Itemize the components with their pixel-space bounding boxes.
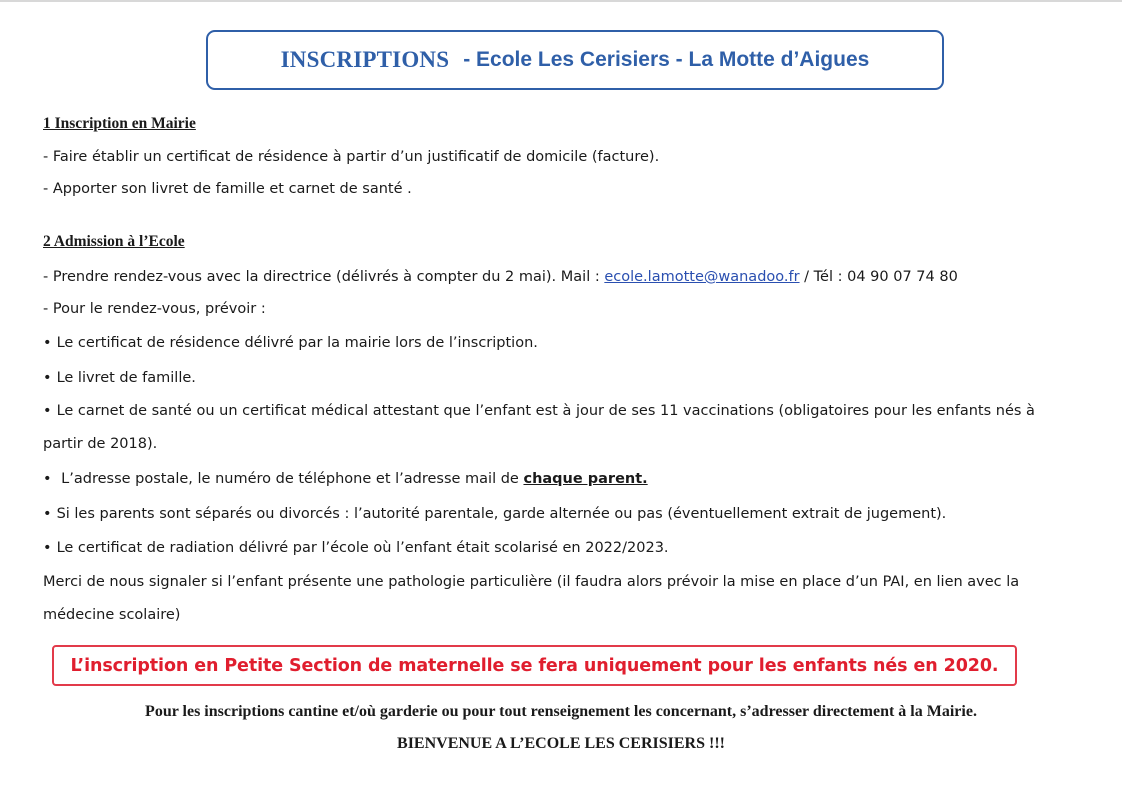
appointment-suffix: / Tél : 04 90 07 74 80 <box>799 269 958 285</box>
pathology-line: Merci de nous signaler si l’enfant présente une pathologie particulière (il faudra alors prévoir la mise en place d’un PAI, en lien avec la <box>43 574 1020 590</box>
notice-text: L’inscription en Petite Section de maternelle se fera uniquement pour les enfants nés en 2020. <box>70 655 999 676</box>
page-subtitle: - Ecole Les Cerisiers - La Motte d’Aigues <box>463 48 870 71</box>
canteen-line: Pour les inscriptions cantine et/où garderie ou pour tout renseignement les concernant, s’adresser directement à la Mairie. <box>145 703 977 720</box>
bullet-separated: • Si les parents sont séparés ou divorcés : l’autorité parentale, garde alternée ou pas (éventuellement extrait de jugement). <box>43 505 946 523</box>
bullet-address-text: L’adresse postale, le numéro de téléphone et l’adresse mail de <box>61 471 524 487</box>
page-title: INSCRIPTIONS <box>280 47 450 72</box>
welcome-line: BIENVENUE A L’ECOLE LES CERISIERS !!! <box>397 735 725 752</box>
bullet-address <box>43 470 648 488</box>
email-link[interactable]: ecole.lamotte@wanadoo.fr <box>604 269 800 285</box>
bullet-radiation: • Le certificat de radiation délivré par l’école où l’enfant était scolarisé en 2022/2023. <box>43 539 669 557</box>
pathology-line-continued: médecine scolaire) <box>43 607 181 623</box>
top-rule <box>0 0 1122 2</box>
prepare-line: - Pour le rendez-vous, prévoir : <box>43 301 266 317</box>
bullet-address-emphasis: chaque parent. <box>523 471 648 487</box>
title-box <box>206 30 944 90</box>
bullet-carnet-continued: partir de 2018). <box>43 436 158 452</box>
notice-box <box>52 645 1017 686</box>
section2-heading: 2 Admission à l’Ecole <box>43 233 185 250</box>
bullet-livret: • Le livret de famille. <box>43 369 196 387</box>
section1-heading: 1 Inscription en Mairie <box>43 115 196 132</box>
section1-line-certificate: - Faire établir un certificat de résidence à partir d’un justificatif de domicile (facture). <box>43 149 660 165</box>
bullet-residence: • Le certificat de résidence délivré par la mairie lors de l’inscription. <box>43 334 538 352</box>
section1-line-livret: - Apporter son livret de famille et carnet de santé . <box>43 181 412 197</box>
appointment-line <box>43 268 958 286</box>
bullet-carnet: • Le carnet de santé ou un certificat médical attestant que l’enfant est à jour de ses 11 vaccinations (obligatoires pour les enfants nés à <box>43 402 1035 420</box>
appointment-prefix: - Prendre rendez-vous avec la directrice (délivrés à compter du 2 mai). Mail : <box>43 269 605 285</box>
